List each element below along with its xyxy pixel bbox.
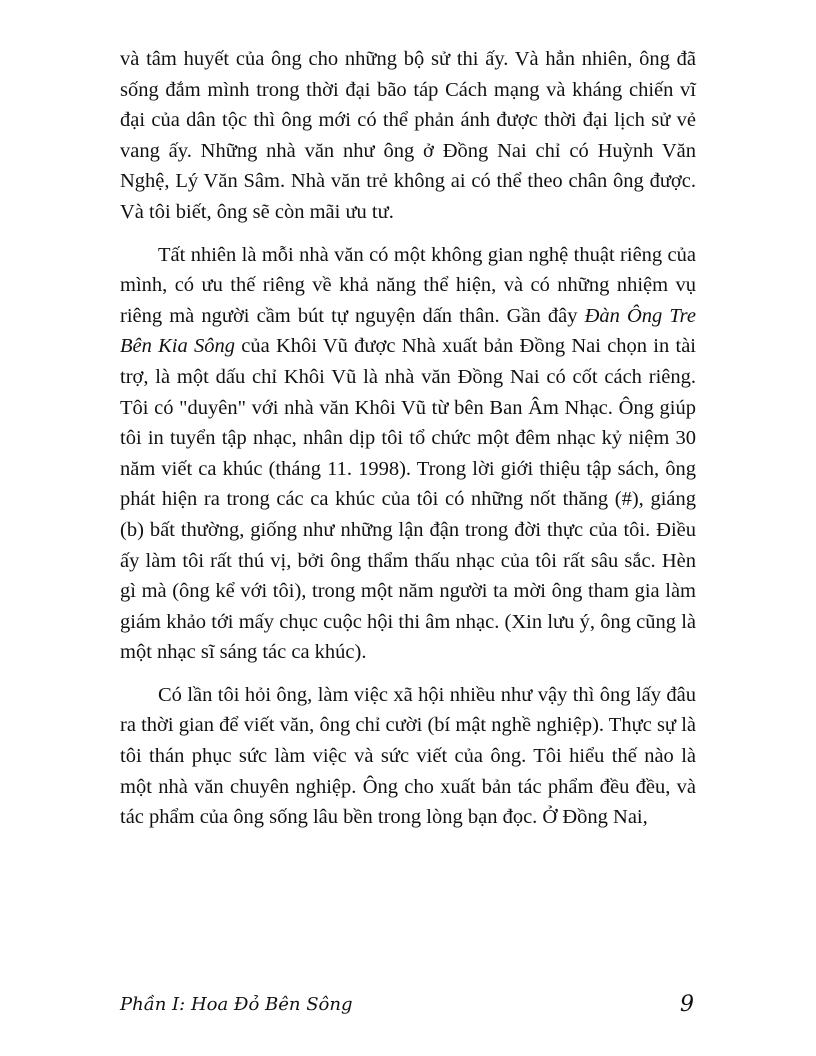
running-title: Phần I: Hoa Đỏ Bên Sông xyxy=(120,994,353,1015)
page-footer xyxy=(120,994,696,1026)
paragraph-1: và tâm huyết của ông cho những bộ sử thi ấy. Và hẳn nhiên, ông đã sống đắm mình trong thời đại bão táp Cách mạng và kháng chiến vĩ đại của dân tộc thì ông mới có thể phản ánh được thời đại lịch sử vẻ vang ấy. Những nhà văn như ông ở Đồng Nai chỉ có Huỳnh Văn Nghệ, Lý Văn Sâm. Nhà văn trẻ không ai có thể theo chân ông được. Và tôi biết, ông sẽ còn mãi ưu tư. xyxy=(120,48,696,223)
page-body xyxy=(120,44,696,833)
paragraph-2 xyxy=(120,240,696,668)
paragraph-3: Có lần tôi hỏi ông, làm việc xã hội nhiều như vậy thì ông lấy đâu ra thời gian để viết văn, ông chỉ cười (bí mật nghề nghiệp). Thực sự là tôi thán phục sức làm việc và sức viết của ông. Tôi hiểu thế nào là một nhà văn chuyên nghiệp. Ông cho xuất bản tác phẩm đều đều, và tác phẩm của ông sống lâu bền trong lòng bạn đọc. Ở Đồng Nai, xyxy=(120,683,696,829)
book-title: Đàn Ông Tre Bên Kia Sông xyxy=(120,304,696,358)
page-number: 9 xyxy=(680,992,694,1017)
paragraph-2-text-after-title: của Khôi Vũ được Nhà xuất bản Đồng Nai chọn in tài trợ, là một dấu chỉ Khôi Vũ là nhà văn Đồng Nai có cốt cách riêng. Tôi có "duyên" với nhà văn Khôi Vũ từ bên Ban Âm Nhạc. Ông giúp tôi in tuyển tập nhạc, nhân dịp tôi tổ chức một đêm nhạc kỷ niệm 30 năm viết ca khúc (tháng 11. 1998). Trong lời giới thiệu tập sách, ông phát hiện ra trong các ca khúc của tôi có những nốt thăng (#), giáng (b) bất thường, giống như những lận đận trong đời thực của tôi. Điều ấy làm tôi rất thú vị, bởi ông thẩm thấu nhạc của tôi rất sâu sắc. Hèn gì mà (ông kể với tôi), trong một năm người ta mời ông tham gia làm giám khảo tới mấy chục cuộc hội thi âm nhạc. (Xin lưu ý, ông cũng là một nhạc sĩ sáng tác ca khúc). xyxy=(120,335,696,664)
paragraph-2-text-before-title: Tất nhiên là mỗi nhà văn có một không gian nghệ thuật riêng của mình, có ưu thế riêng về khả năng thể hiện, và có những nhiệm vụ riêng mà người cầm bút tự nguyện dấn thân. Gần đây xyxy=(120,243,696,327)
